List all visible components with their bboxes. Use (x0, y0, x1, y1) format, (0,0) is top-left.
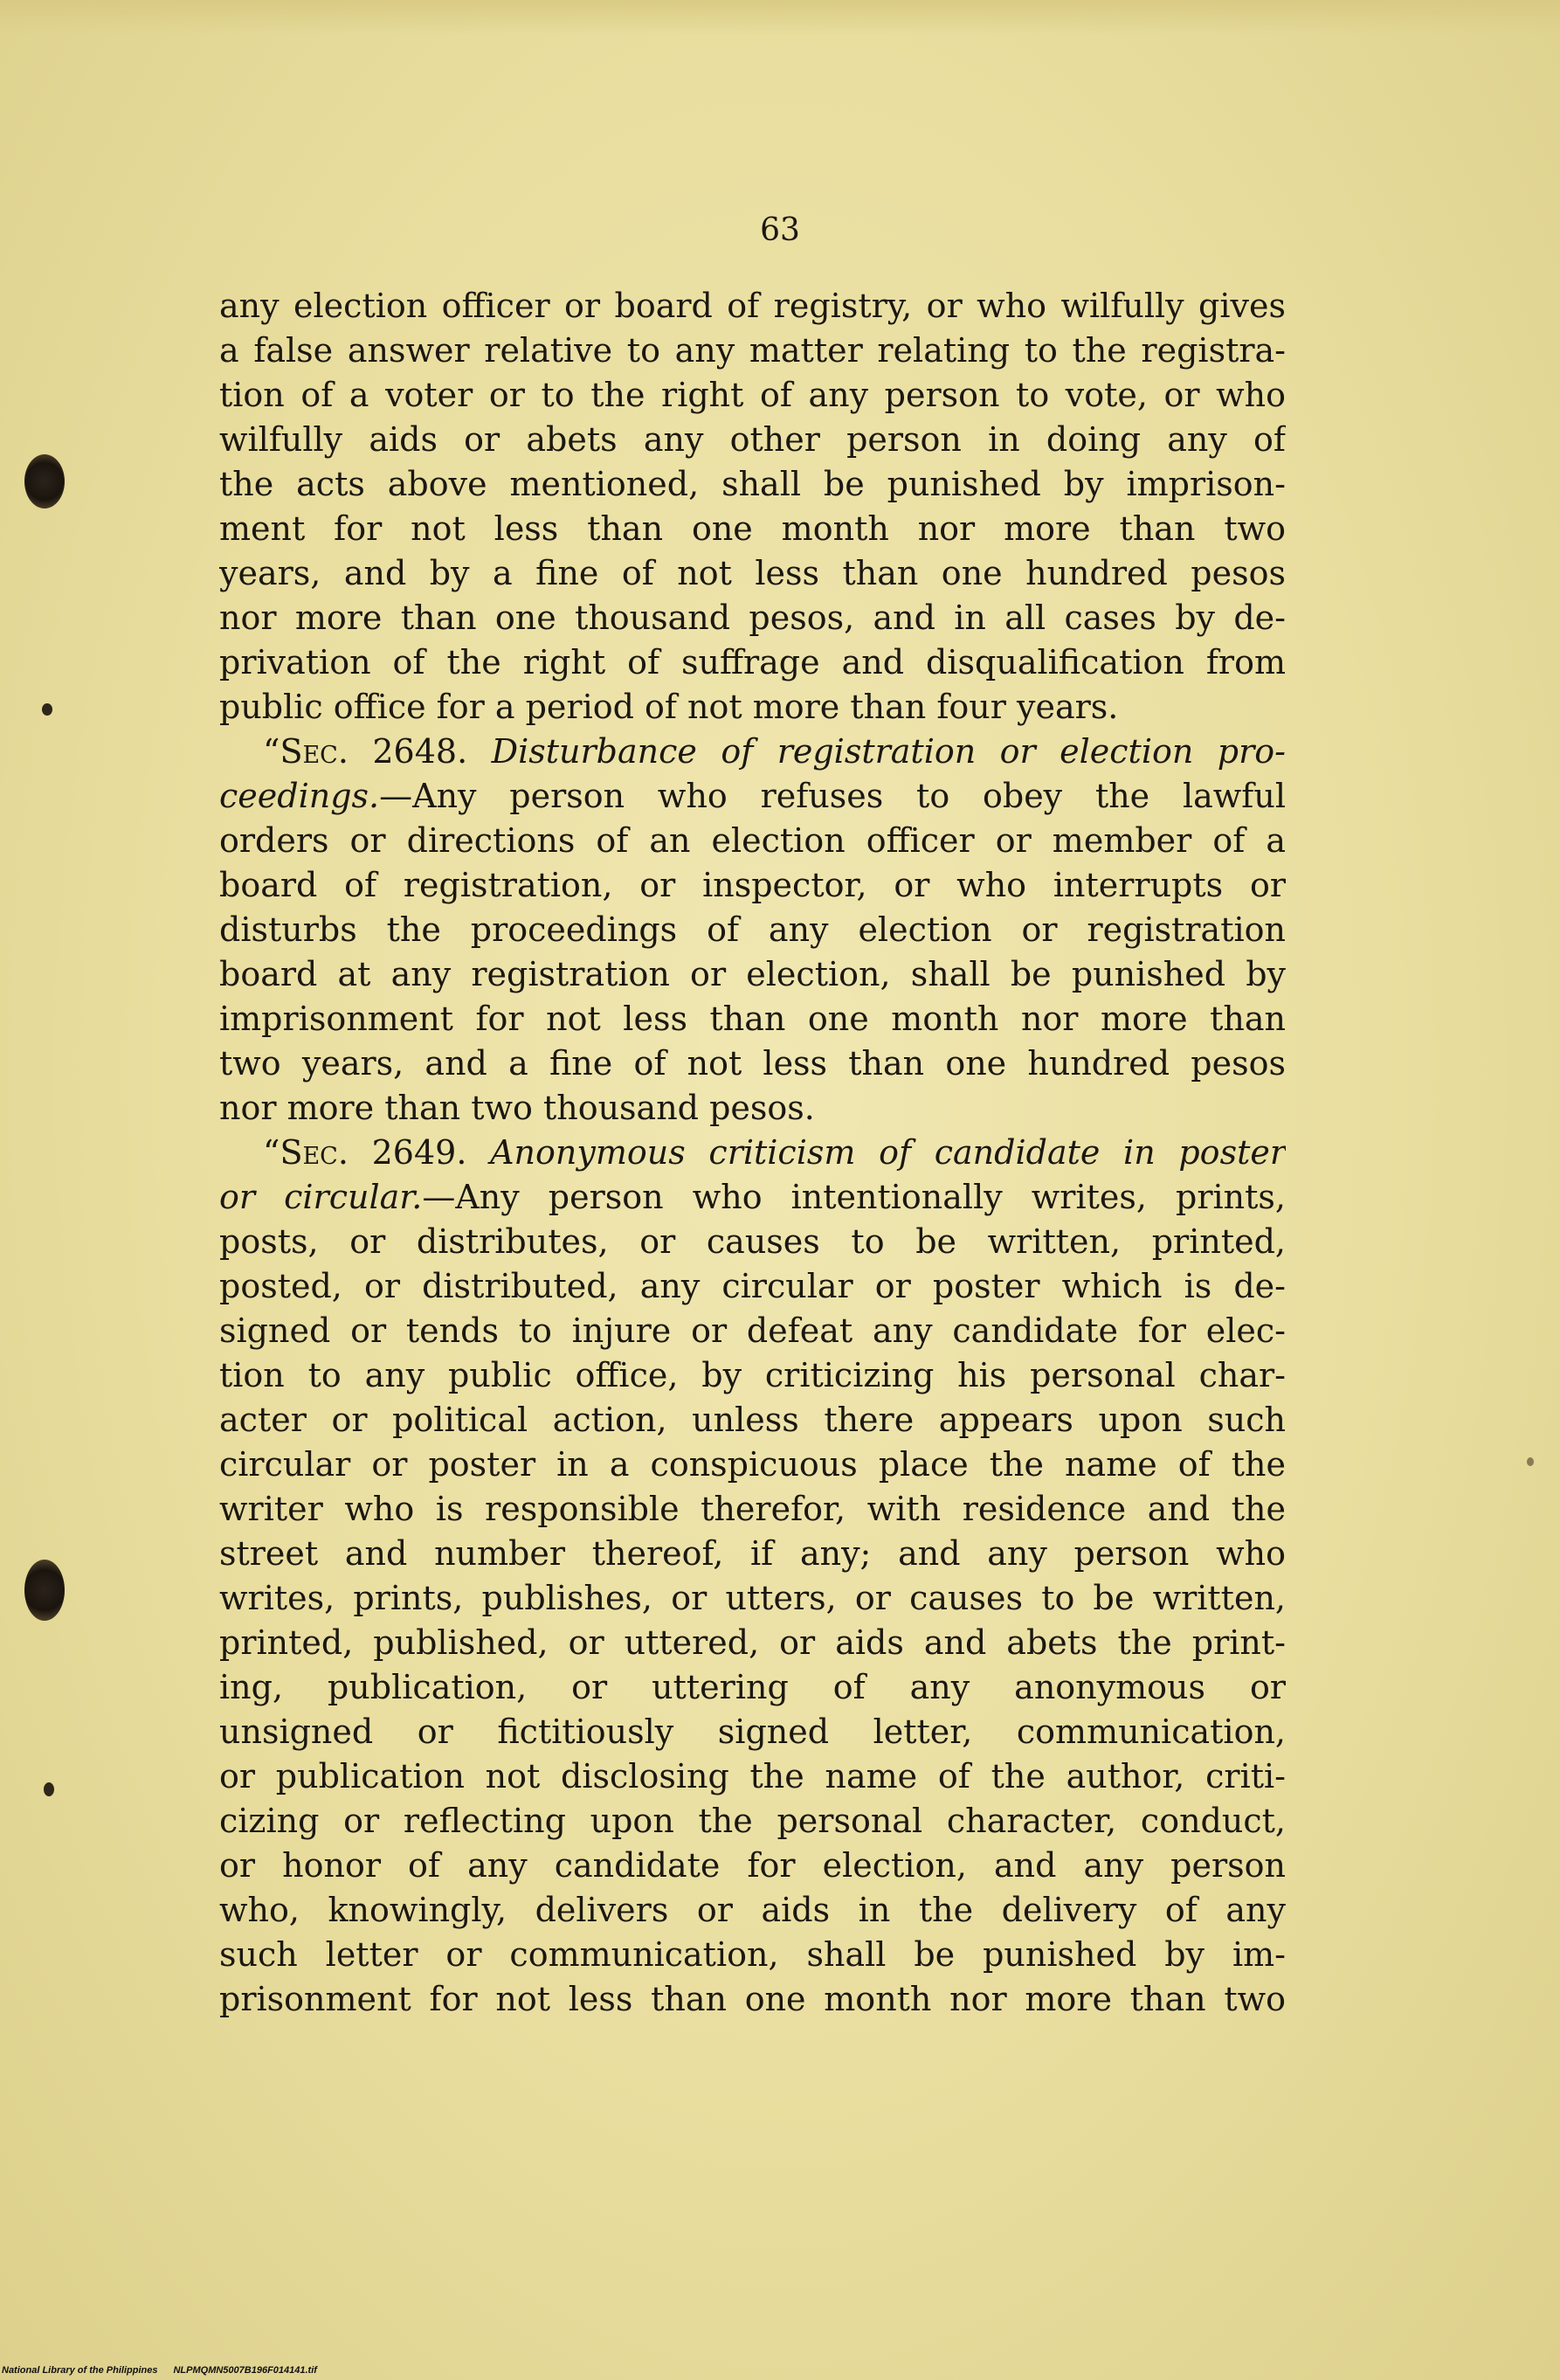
text-line: imprisonment for not less than one month nor more than (219, 1000, 1286, 1038)
file-id: NLPMQMN5007B196F014141.tif (173, 2365, 317, 2376)
text-line: who, knowingly, delivers or aids in the delivery of any (219, 1891, 1286, 1929)
section-heading: Disturbance of registration or election pro- (491, 732, 1286, 771)
text-line: the acts above mentioned, shall be punished by imprison- (219, 465, 1286, 503)
text-line: wilfully aids or abets any other person in doing any of (219, 420, 1286, 459)
section-2648-heading-line (219, 730, 1286, 774)
section-heading-cont: or circular. (219, 1178, 423, 1216)
text-line: or honor of any candidate for election, and any person (219, 1846, 1286, 1885)
text-line: such letter or communication, shall be punished by im- (219, 1935, 1286, 1974)
text-line: nor more than one thousand pesos, and in all cases by de- (219, 598, 1286, 637)
page-number: 63 (760, 212, 800, 248)
text-line: any election officer or board of registry, or who wilfully gives (219, 287, 1286, 325)
section-heading: Anonymous criticism of candidate in poster (490, 1133, 1286, 1172)
scan-footer (2, 2364, 333, 2377)
text-line: prisonment for not less than one month nor more than two (219, 1980, 1286, 2018)
text-line: tion of a voter or to the right of any person to vote, or who (219, 376, 1286, 414)
text-line: writes, prints, publishes, or utters, or causes to be written, (219, 1579, 1286, 1617)
text-line: two years, and a fine of not less than one hundred pesos (219, 1044, 1286, 1083)
text-line: acter or political action, unless there appears upon such (219, 1401, 1286, 1439)
text-line: ing, publication, or uttering of any anonymous or (219, 1668, 1286, 1706)
open-quote: “ (263, 732, 280, 771)
paper-speck (44, 1782, 54, 1796)
text-line: cizing or reflecting upon the personal character, conduct, (219, 1802, 1286, 1840)
text-line: disturbs the proceedings of any election or registration (219, 910, 1286, 949)
binding-hole (24, 1560, 65, 1621)
text-line: writer who is responsible therefor, with residence and the (219, 1490, 1286, 1528)
section-number: . 2649. (337, 1133, 491, 1172)
text-line: privation of the right of suffrage and disqualification from (219, 643, 1286, 681)
text-line: street and number thereof, if any; and any person who (219, 1534, 1286, 1573)
text-line (219, 1175, 1286, 1220)
section-text: —Any person who intentionally writes, prints, (422, 1178, 1286, 1216)
text-line: posts, or distributes, or causes to be written, printed, (219, 1222, 1286, 1261)
text-line: tion to any public office, by criticizing his personal char- (219, 1356, 1286, 1394)
binding-hole (24, 454, 65, 509)
open-quote: “ (263, 1133, 280, 1172)
text-line: circular or poster in a conspicuous place the name of the (219, 1445, 1286, 1484)
text-line: nor more than two thousand pesos. (219, 1089, 815, 1127)
section-label: Sec (280, 1133, 338, 1172)
body-text (219, 284, 1286, 2022)
text-line: posted, or distributed, any circular or poster which is de- (219, 1267, 1286, 1305)
section-2649-heading-line (219, 1131, 1286, 1175)
section-text: —Any person who refuses to obey the lawful (379, 777, 1286, 815)
text-line: printed, published, or uttered, or aids and abets the print- (219, 1623, 1286, 1662)
text-line: public office for a period of not more than four years. (219, 688, 1119, 726)
paper-speck (42, 703, 52, 716)
text-line: or publication not disclosing the name of the author, criti- (219, 1757, 1286, 1795)
text-line: signed or tends to injure or defeat any candidate for elec- (219, 1311, 1286, 1350)
section-label: Sec (280, 732, 338, 771)
section-heading-cont: ceedings. (219, 777, 380, 815)
text-line: a false answer relative to any matter relating to the registra- (219, 331, 1286, 370)
text-line: board of registration, or inspector, or who interrupts or (219, 866, 1286, 904)
page-edge-shadow (0, 0, 1560, 35)
text-line (219, 774, 1286, 819)
text-line: years, and by a fine of not less than one hundred pesos (219, 554, 1286, 592)
text-line: orders or directions of an election officer or member of a (219, 821, 1286, 860)
library-credit: National Library of the Philippines (2, 2365, 158, 2376)
paper-speck (1527, 1457, 1534, 1466)
text-line: ment for not less than one month nor more than two (219, 509, 1286, 548)
section-number: . 2648. (337, 732, 492, 771)
text-line: board at any registration or election, shall be punished by (219, 955, 1286, 993)
text-line: unsigned or fictitiously signed letter, communication, (219, 1712, 1286, 1751)
